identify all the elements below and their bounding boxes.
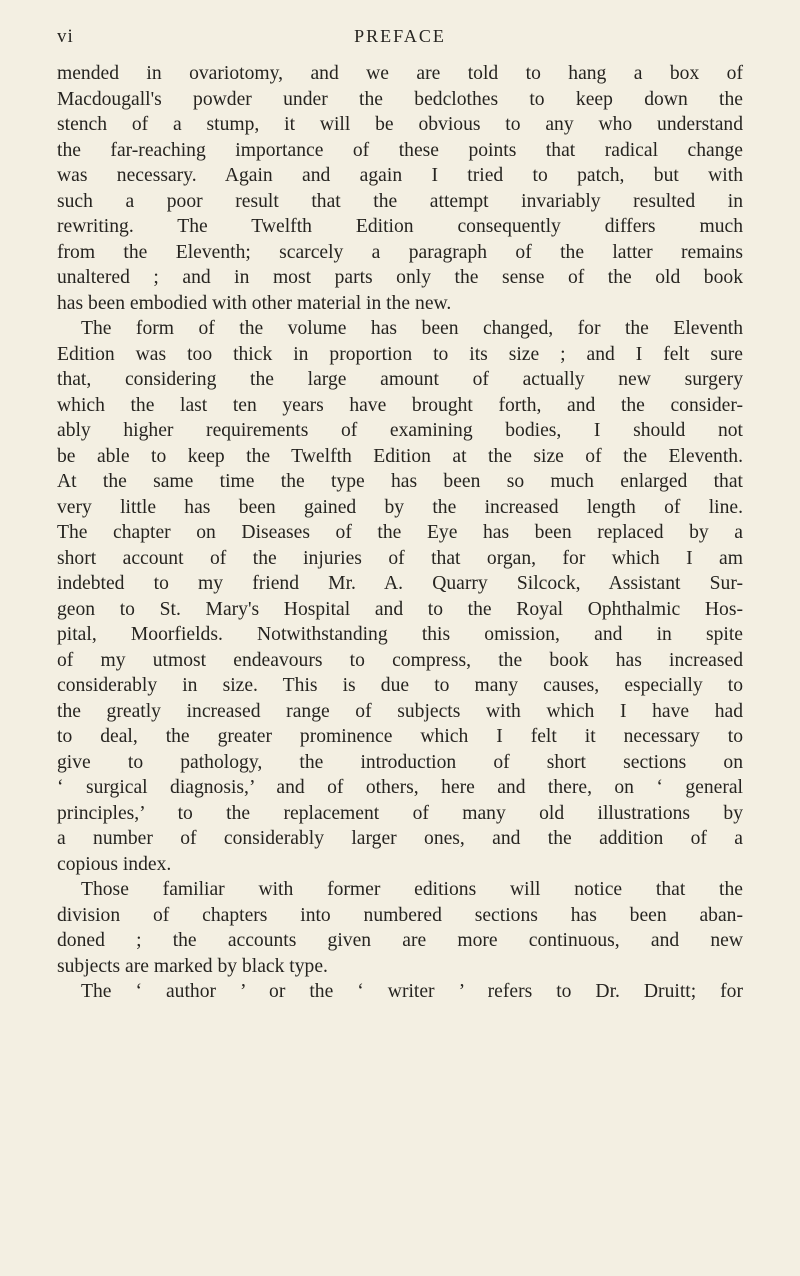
text-line: which the last ten years have brought forth, and the consider-: [57, 394, 743, 416]
text-line: Those familiar with former editions will notice that the: [81, 879, 743, 900]
text-line: short account of the injuries of that organ, for which I am: [57, 547, 743, 569]
text-line: The chapter on Diseases of the Eye has been replaced by a: [57, 522, 743, 543]
text-line: be able to keep the Twelfth Edition at the size of the Eleventh.: [57, 445, 743, 467]
text-line: the far-reaching importance of these points that radical change: [57, 139, 743, 161]
text-line: very little has been gained by the increased length of line.: [57, 496, 743, 518]
text-line: rewriting. The Twelfth Edition consequently differs much: [57, 216, 743, 237]
text-line: that, considering the large amount of actually new surgery: [57, 369, 743, 390]
text-line: division of chapters into numbered sections has been aban-: [57, 904, 743, 926]
text-line: considerably in size. This is due to many causes, especially to: [57, 675, 743, 696]
text-line: doned ; the accounts given are more continuous, and new: [57, 930, 743, 951]
text-line: give to pathology, the introduction of short sections on: [57, 751, 743, 773]
text-line: At the same time the type has been so much enlarged that: [57, 471, 743, 492]
text-line: was necessary. Again and again I tried to patch, but with: [57, 165, 743, 186]
text-line: ably higher requirements of examining bodies, I should not: [57, 420, 743, 441]
text-line: the greatly increased range of subjects with which I have had: [57, 700, 743, 722]
running-title: PREFACE: [354, 26, 446, 46]
text-line: has been embodied with other material in the new.: [57, 292, 452, 314]
text-line: Edition was too thick in proportion to its size ; and I felt sure: [57, 343, 743, 365]
text-line: such a poor result that the attempt invariably resulted in: [57, 190, 743, 212]
text-line: geon to St. Mary's Hospital and to the Royal Ophthalmic Hos-: [57, 598, 743, 620]
text-line: The form of the volume has been changed, for the Eleventh: [81, 318, 743, 339]
text-line: stench of a stump, it will be obvious to any who understand: [57, 114, 743, 135]
text-line: indebted to my friend Mr. A. Quarry Silcock, Assistant Sur-: [57, 573, 743, 594]
body-text: [57, 61, 743, 1005]
text-line: Macdougall's powder under the bedclothes to keep down the: [57, 88, 743, 110]
text-line: copious index.: [57, 853, 172, 875]
text-line: unaltered ; and in most parts only the sense of the old book: [57, 267, 743, 288]
text-line: a number of considerably larger ones, and the addition of a: [57, 828, 743, 849]
text-line: of my utmost endeavours to compress, the book has increased: [57, 649, 743, 671]
text-line: pital, Moorfields. Notwithstanding this omission, and in spite: [57, 624, 743, 645]
running-head: [57, 26, 743, 56]
text-line: ‘ surgical diagnosis,’ and of others, here and there, on ‘ general: [57, 777, 743, 798]
text-line: principles,’ to the replacement of many old illustrations by: [57, 802, 743, 824]
text-line: to deal, the greater prominence which I felt it necessary to: [57, 726, 743, 747]
text-line: The ‘ author ’ or the ‘ writer ’ refers to Dr. Druitt; for: [81, 981, 743, 1002]
page-number: vi: [57, 26, 74, 47]
text-line: mended in ovariotomy, and we are told to hang a box of: [57, 63, 743, 84]
text-line: subjects are marked by black type.: [57, 955, 328, 977]
text-line: from the Eleventh; scarcely a paragraph of the latter remains: [57, 241, 743, 263]
